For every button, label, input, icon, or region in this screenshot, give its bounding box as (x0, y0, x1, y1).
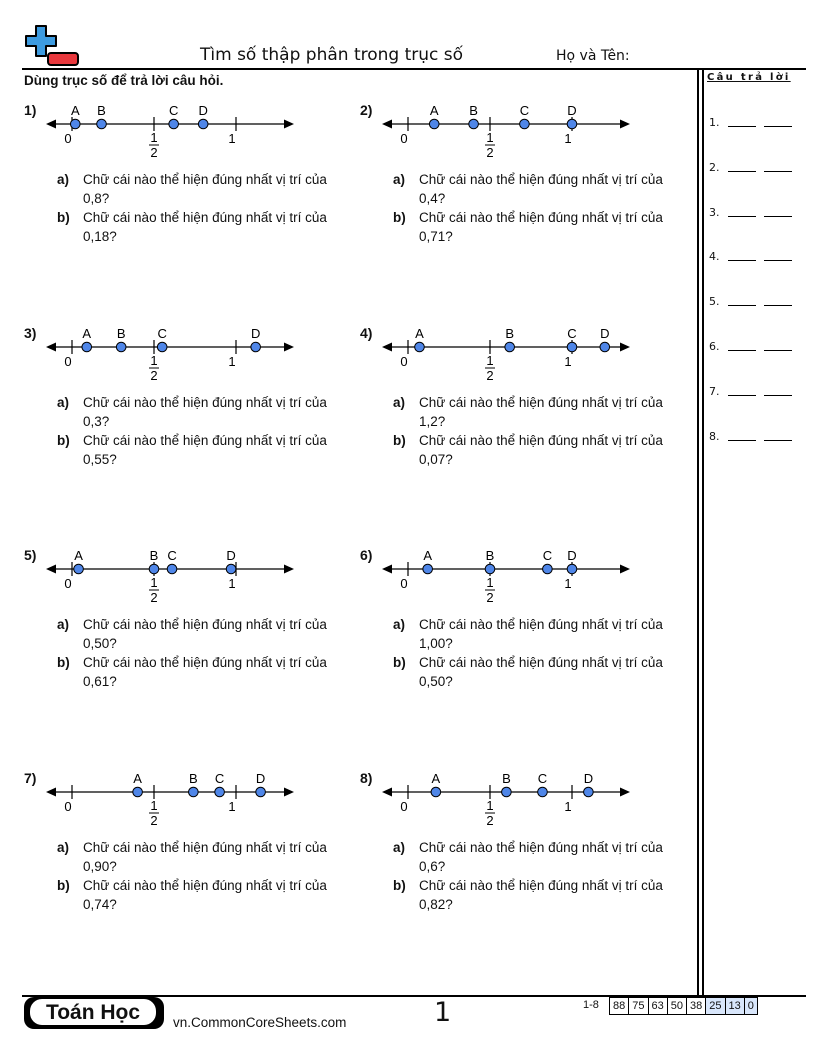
question (393, 653, 673, 691)
tick-label-zero: 0 (64, 576, 72, 591)
point-marker (429, 119, 439, 129)
right-arrow-icon (620, 565, 630, 574)
answer-blank[interactable] (764, 440, 792, 441)
point-marker (198, 119, 208, 129)
right-arrow-icon (284, 565, 294, 574)
page-number: 1 (434, 997, 452, 1028)
point-label: D (600, 326, 610, 341)
answer-number: 7. (709, 384, 720, 398)
question-key: b) (393, 655, 406, 670)
point-marker (423, 564, 433, 574)
number-line (380, 545, 660, 607)
tick-label-half-denominator: 2 (150, 145, 158, 160)
problem-number: 2) (360, 102, 373, 118)
tick-label-half-denominator: 2 (150, 368, 158, 383)
question-text: Chữ cái nào thể hiện đúng nhất vị trí của 1,2? (419, 395, 663, 429)
question-text: Chữ cái nào thể hiện đúng nhất vị trí của 0,18? (83, 210, 327, 244)
point-label: A (429, 103, 439, 118)
right-arrow-icon (620, 343, 630, 352)
answer-row (709, 116, 720, 129)
tick-label-one: 1 (228, 576, 236, 591)
question-text: Chữ cái nào thể hiện đúng nhất vị trí của 0,50? (83, 617, 327, 651)
point-marker (97, 119, 107, 129)
answer-blank[interactable] (764, 260, 792, 261)
question (57, 876, 337, 914)
question-key: a) (57, 172, 70, 187)
point-marker (157, 342, 167, 352)
question-text: Chữ cái nào thể hiện đúng nhất vị trí của 0,90? (83, 840, 327, 874)
question (393, 876, 673, 914)
question-text: Chữ cái nào thể hiện đúng nhất vị trí của 0,61? (83, 655, 327, 689)
point-marker (505, 342, 515, 352)
tick-label-one: 1 (564, 131, 572, 146)
tick-label-half-numerator: 1 (150, 798, 158, 813)
answer-blank[interactable] (728, 440, 756, 441)
left-arrow-icon (46, 565, 56, 574)
score-cell: 50 (667, 998, 686, 1015)
tick-label-half-denominator: 2 (486, 813, 494, 828)
answer-row (709, 340, 720, 353)
problem-number: 6) (360, 547, 373, 563)
answer-blank[interactable] (764, 305, 792, 306)
question (393, 838, 673, 876)
question-key: a) (393, 172, 406, 187)
point-label: D (567, 548, 577, 563)
point-label: A (431, 771, 441, 786)
number-line (380, 323, 660, 385)
question-key: a) (393, 840, 406, 855)
point-label: B (505, 326, 515, 341)
score-cell: 38 (687, 998, 706, 1015)
tick-label-one: 1 (228, 131, 236, 146)
point-marker (256, 787, 266, 797)
problem-number: 8) (360, 770, 373, 786)
right-arrow-icon (620, 120, 630, 129)
question (57, 393, 337, 431)
point-marker (169, 119, 179, 129)
question-text: Chữ cái nào thể hiện đúng nhất vị trí của 0,74? (83, 878, 327, 912)
point-label: D (198, 103, 208, 118)
point-marker (82, 342, 92, 352)
left-arrow-icon (46, 343, 56, 352)
point-marker (189, 787, 199, 797)
answers-header: Câu trả lời (707, 72, 791, 83)
number-line (44, 545, 324, 607)
answer-number: 8. (709, 429, 720, 443)
tick-label-half-numerator: 1 (486, 353, 494, 368)
point-label: A (74, 548, 83, 563)
question-key: a) (57, 840, 70, 855)
tick-label-zero: 0 (400, 131, 408, 146)
point-marker (502, 787, 512, 797)
question-text: Chữ cái nào thể hiện đúng nhất vị trí của 1,00? (419, 617, 663, 651)
point-label: B (189, 771, 198, 786)
score-cell: 13 (725, 998, 744, 1015)
point-label: C (214, 771, 225, 786)
point-marker (74, 564, 84, 574)
question-text: Chữ cái nào thể hiện đúng nhất vị trí của 0,82? (419, 878, 663, 912)
tick-label-zero: 0 (64, 354, 72, 369)
point-label: B (97, 103, 106, 118)
question-key: a) (57, 617, 70, 632)
tick-label-one: 1 (564, 799, 572, 814)
question-text: Chữ cái nào thể hiện đúng nhất vị trí của 0,4? (419, 172, 663, 206)
question (57, 208, 337, 246)
answer-blank[interactable] (728, 126, 756, 127)
answer-row (709, 161, 720, 174)
point-label: D (226, 548, 236, 563)
question-key: b) (57, 878, 70, 893)
point-label: D (255, 771, 266, 786)
answer-number: 2. (709, 160, 720, 174)
point-label: C (537, 771, 548, 786)
point-marker (116, 342, 126, 352)
point-label: C (157, 326, 167, 341)
score-cell: 0 (744, 998, 757, 1015)
right-arrow-icon (284, 788, 294, 797)
question (57, 170, 337, 208)
question (393, 393, 673, 431)
point-marker (149, 564, 159, 574)
left-arrow-icon (46, 788, 56, 797)
name-field-label: Họ và Tên: (556, 48, 630, 64)
tick-label-zero: 0 (64, 799, 72, 814)
question (393, 615, 673, 653)
point-label: C (167, 548, 177, 563)
question (57, 653, 337, 691)
point-marker (567, 564, 577, 574)
answer-blank[interactable] (728, 350, 756, 351)
question-key: b) (57, 433, 70, 448)
question (393, 208, 673, 246)
answer-blank[interactable] (764, 171, 792, 172)
answer-row (709, 430, 720, 443)
question-key: b) (393, 878, 406, 893)
point-marker (133, 787, 143, 797)
tick-label-zero: 0 (64, 131, 72, 146)
point-marker (215, 787, 225, 797)
question (57, 431, 337, 469)
brand-label: Toán Học (30, 999, 156, 1025)
point-marker (584, 787, 594, 797)
left-arrow-icon (382, 120, 392, 129)
score-range-label: 1-8 (583, 999, 599, 1011)
tick-label-half-numerator: 1 (486, 575, 494, 590)
answer-blank[interactable] (764, 395, 792, 396)
question-key: a) (393, 617, 406, 632)
problem-number: 5) (24, 547, 37, 563)
point-marker (226, 564, 236, 574)
answer-blank[interactable] (764, 126, 792, 127)
point-label: C (519, 103, 530, 118)
point-label: D (250, 326, 261, 341)
answer-blank[interactable] (728, 216, 756, 217)
tick-label-half-numerator: 1 (150, 575, 158, 590)
tick-label-one: 1 (564, 576, 572, 591)
point-label: B (149, 548, 159, 563)
number-line (44, 768, 324, 830)
answer-number: 4. (709, 250, 720, 264)
question (57, 838, 337, 876)
left-arrow-icon (382, 565, 392, 574)
tick-label-half-numerator: 1 (486, 130, 494, 145)
question-key: b) (57, 655, 70, 670)
left-arrow-icon (46, 120, 56, 129)
point-label: B (116, 326, 126, 341)
question-key: a) (57, 395, 70, 410)
answer-blank[interactable] (764, 216, 792, 217)
point-label: A (70, 103, 80, 118)
point-label: A (133, 771, 142, 786)
right-arrow-icon (620, 788, 630, 797)
answer-number: 5. (709, 295, 720, 309)
problem-number: 1) (24, 102, 37, 118)
question (57, 615, 337, 653)
point-label: B (502, 771, 511, 786)
point-marker (567, 342, 577, 352)
point-marker (70, 119, 80, 129)
question (393, 170, 673, 208)
left-arrow-icon (382, 788, 392, 797)
question-key: b) (393, 433, 406, 448)
plus-minus-logo-icon (22, 24, 80, 68)
tick-label-one: 1 (564, 354, 572, 369)
tick-label-half-denominator: 2 (486, 145, 494, 160)
tick-label-zero: 0 (400, 576, 408, 591)
point-label: A (423, 548, 433, 563)
point-marker (543, 564, 553, 574)
tick-label-half-denominator: 2 (150, 813, 158, 828)
question-key: b) (393, 210, 406, 225)
point-label: A (82, 326, 92, 341)
score-table (609, 997, 758, 1015)
point-marker (431, 787, 441, 797)
question-text: Chữ cái nào thể hiện đúng nhất vị trí của 0,07? (419, 433, 663, 467)
point-marker (538, 787, 548, 797)
point-label: B (469, 103, 478, 118)
answer-row (709, 206, 720, 219)
tick-label-half-numerator: 1 (150, 130, 158, 145)
answer-blank[interactable] (764, 350, 792, 351)
left-arrow-icon (382, 343, 392, 352)
point-marker (251, 342, 261, 352)
point-marker (415, 342, 425, 352)
point-label: A (415, 326, 424, 341)
tick-label-half-denominator: 2 (486, 368, 494, 383)
number-line (44, 323, 324, 385)
point-marker (600, 342, 610, 352)
worksheet-title: Tìm số thập phân trong trục số (200, 45, 464, 65)
tick-label-half-numerator: 1 (150, 353, 158, 368)
answer-number: 1. (709, 116, 720, 129)
tick-label-half-denominator: 2 (486, 590, 494, 605)
point-label: D (583, 771, 594, 786)
question-text: Chữ cái nào thể hiện đúng nhất vị trí của 0,3? (83, 395, 327, 429)
score-cell: 75 (629, 998, 648, 1015)
point-label: C (567, 326, 577, 341)
question-text: Chữ cái nào thể hiện đúng nhất vị trí của 0,55? (83, 433, 327, 467)
number-line (380, 768, 660, 830)
question-key: a) (393, 395, 406, 410)
right-arrow-icon (284, 343, 294, 352)
instructions: Dùng trục số để trả lời câu hỏi. (24, 73, 224, 88)
sidebar-divider (702, 68, 704, 995)
right-arrow-icon (284, 120, 294, 129)
answer-blank[interactable] (728, 171, 756, 172)
answer-blank[interactable] (728, 305, 756, 306)
answer-blank[interactable] (728, 395, 756, 396)
number-line (380, 100, 660, 162)
point-marker (167, 564, 177, 574)
question-text: Chữ cái nào thể hiện đúng nhất vị trí của 0,50? (419, 655, 663, 689)
score-cell: 63 (648, 998, 667, 1015)
answer-number: 6. (709, 340, 720, 353)
point-label: B (485, 548, 495, 563)
question-text: Chữ cái nào thể hiện đúng nhất vị trí của 0,6? (419, 840, 663, 874)
point-marker (469, 119, 479, 129)
score-cell: 88 (610, 998, 629, 1015)
answer-blank[interactable] (728, 260, 756, 261)
tick-label-zero: 0 (400, 799, 408, 814)
answer-number: 3. (709, 205, 720, 219)
point-label: C (168, 103, 179, 118)
point-label: C (542, 548, 553, 563)
header-divider (22, 68, 806, 70)
question-text: Chữ cái nào thể hiện đúng nhất vị trí của 0,8? (83, 172, 327, 206)
problem-number: 4) (360, 325, 373, 341)
sidebar-divider (697, 68, 699, 995)
problem-number: 3) (24, 325, 37, 341)
point-marker (485, 564, 495, 574)
tick-label-half-numerator: 1 (486, 798, 494, 813)
answer-row (709, 250, 720, 263)
score-cell: 25 (706, 998, 725, 1015)
answer-row (709, 295, 720, 308)
question (393, 431, 673, 469)
problem-number: 7) (24, 770, 37, 786)
point-label: D (567, 103, 577, 118)
question-key: b) (57, 210, 70, 225)
question-text: Chữ cái nào thể hiện đúng nhất vị trí của 0,71? (419, 210, 663, 244)
tick-label-one: 1 (228, 354, 236, 369)
tick-label-half-denominator: 2 (150, 590, 158, 605)
footer-url[interactable]: vn.CommonCoreSheets.com (173, 1015, 347, 1030)
tick-label-zero: 0 (400, 354, 408, 369)
point-marker (520, 119, 530, 129)
point-marker (567, 119, 577, 129)
answer-row (709, 385, 720, 398)
number-line (44, 100, 324, 162)
tick-label-one: 1 (228, 799, 236, 814)
